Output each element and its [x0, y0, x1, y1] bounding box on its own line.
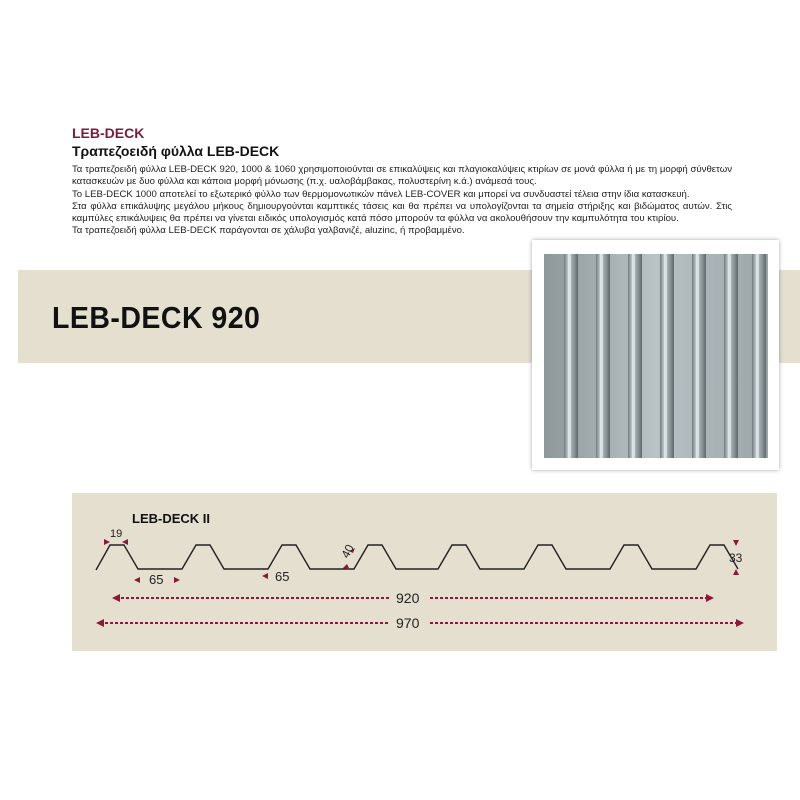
dimension-label-total-width: 970 — [396, 615, 420, 631]
dimension-label-rib-height: 40 — [338, 542, 357, 561]
product-description — [72, 164, 732, 238]
sheet-rib-highlight — [728, 254, 731, 458]
model-title: LEB-DECK 920 — [52, 300, 261, 335]
profile-drawing — [72, 493, 777, 651]
dimension-label-bottom-left: 65 — [149, 572, 164, 587]
drawing-title: LEB-DECK II — [132, 511, 210, 526]
product-subtitle: Τραπεζοειδή φύλλα LEB-DECK — [72, 143, 280, 159]
product-photo — [532, 240, 779, 470]
description-paragraph: Τα τραπεζοειδή φύλλα LEB-DECK παράγονται σε χάλυβα γαλβανιζέ, aluzinc, ή προβαμμένο. — [72, 225, 465, 237]
sheet-rib-highlight — [696, 254, 699, 458]
sheet-rib-highlight — [600, 254, 603, 458]
sheet-rib-highlight — [568, 254, 571, 458]
corrugated-sheet-image — [544, 254, 768, 458]
dimension-total-width — [96, 619, 744, 627]
description-paragraph: Τα τραπεζοειδή φύλλα LEB-DECK 920, 1000 & 1060 χρησιμοποιούνται σε επικαλύψεις και πλαγιοκαλύψεις κτιρίων σε μονά φύλλα ή με τη μορφή σύνθετων κατασκευών με δυο φύλλα και κάποια μορφή μόνωσης (π.χ. υαλοβάμβακας, πολυστερίνη κ.ά.) ανάμεσά τους. — [72, 164, 732, 188]
sheet-rib-highlight — [664, 254, 667, 458]
dimension-bottom-mid — [262, 573, 268, 579]
sheet-profile-line — [96, 545, 738, 570]
description-paragraph: Το LEB-DECK 1000 αποτελεί το εξωτερικό φύλλο των θερμομονωτικών πάνελ LEB-COVER και μπορεί να συνδυαστεί τέλεια στην ίδια κατασκευή. — [72, 188, 690, 200]
dimension-label-edge: 33 — [729, 551, 743, 565]
description-paragraph: Στα φύλλα επικάλυψης μεγάλου μήκους δημιουργούνται καμπτικές τάσεις και θα πρέπει να υπολογίζονται τα σημεία στήριξης και βιδώματος αυτών. Στις καμπύλες επικάλυψεις θα πρέπει να γίνεται ειδικός υπολογισμός κατά πόσο μπορούν τα φύλλα να ακολουθήσουν την καμπυλότητα του κτιρίου. — [72, 200, 732, 225]
sheet-rib-highlight — [756, 254, 759, 458]
dimension-label-bottom-mid: 65 — [275, 569, 290, 584]
brand-title: LEB-DECK — [72, 125, 145, 141]
dimension-label-cover-width: 920 — [396, 590, 420, 606]
sheet-rib-highlight — [632, 254, 635, 458]
dimension-label-top-width: 19 — [110, 528, 123, 540]
